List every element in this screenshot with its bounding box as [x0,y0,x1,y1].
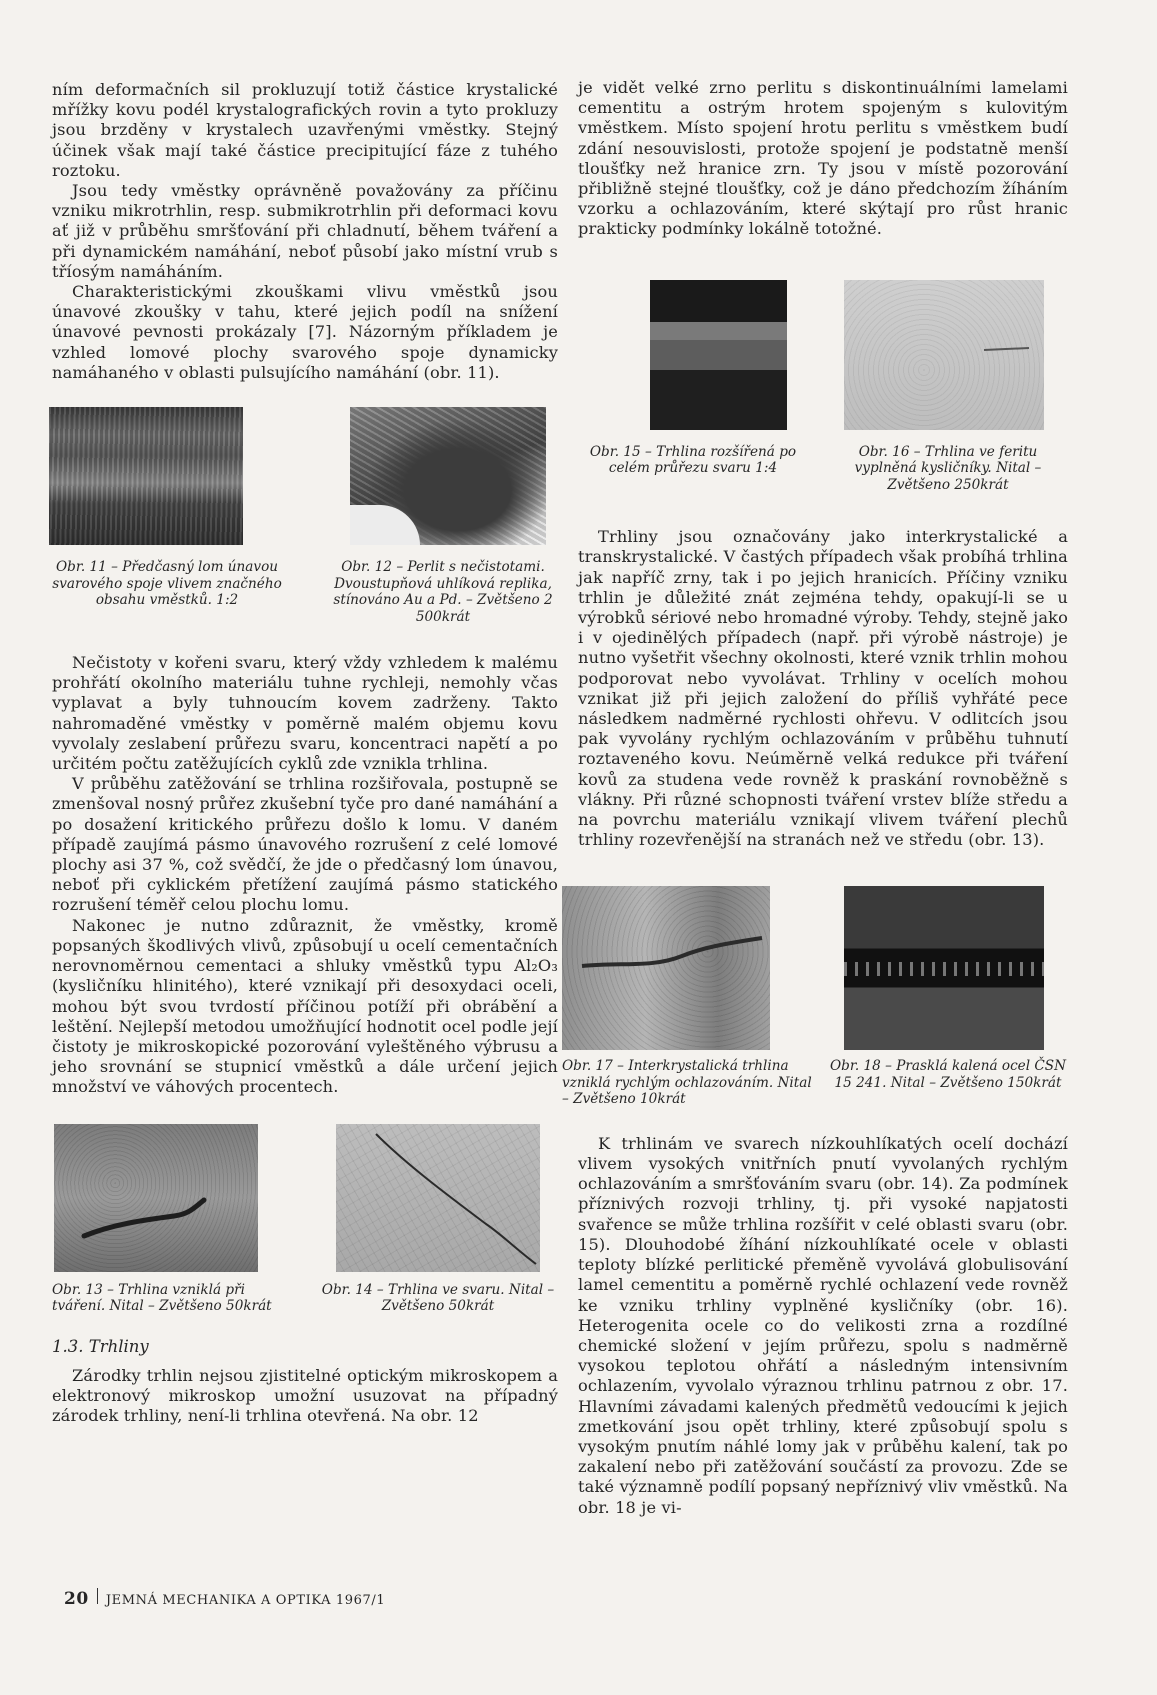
left-paragraph-3: Charakteristickými zkouškami vlivu vměstků jsou únavové zkoušky v tahu, které jejich podíl na snížení únavové pevnosti prokázaly [7]. Názorným příkladem je vzhled lomové plochy svarového spoje dynamicky namáhaného v oblasti pulsujícího namáhání (obr. 11). [52,282,558,382]
figure-17 [562,886,818,1108]
footer-divider [97,1588,98,1604]
figure-13 [52,1124,292,1315]
right-paragraph-3: K trhlinám ve svarech nízkouhlíkatých ocelí dochází vlivem vysokých vnitřních pnutí vyvolaných rychlým ochlazováním a smršťováním svaru (obr. 14). Za podmínek příznivých rozvoji trhliny, tj. při vysoké napjatosti svařence se může trhlina rozšířit v celé oblasti svaru (obr. 15). Dlouhodobé žíhání nízkouhlíkaté ocele v oblasti teploty blízké perlitické přeměně vyvolává globulisování lamel cementitu a poměrně rychlé ochlazení vede rovněž ke vzniku trhliny vyplněné kysličníky (obr. 16). Heterogenita ocele co do velikosti zrna a rozdílné chemické složení v jejím průřezu, spolu s nadměrně vysokou teplotou ohřátí a následným intensivním ochlazením, vyvolalo výraznou trhlinu patrnou z obr. 17. Hlavními závadami kalených předmětů vedoucími k jejich zmetkování jsou opět trhliny, které způsobují spolu s vysokým pnutím náhlé lomy jak v průběhu kalení, tak po zakalení nebo při zatěžování součástí za provozu. Zde se také významně podílí popsaný nepříznivý vliv vměstků. Na obr. 18 je vi- [578,1133,1068,1517]
figure-18 [828,886,1068,1108]
right-column [562,78,1068,1518]
figure-14-caption: Obr. 14 – Trhlina ve svaru. Nital – Zvětšeno 50krát [321,1281,555,1315]
figure-16 [828,280,1068,494]
journal-name: JEMNÁ MECHANIKA A OPTIKA 1967/1 [105,1593,386,1608]
figure-row-17-18 [562,886,1068,1108]
figure-15-caption: Obr. 15 – Trhlina rozšířená po celém průřezu svaru 1:4 [589,443,797,477]
figure-11 [52,407,297,625]
left-column [52,80,558,1426]
crack-14-icon [336,1124,540,1272]
left-paragraph-1: ním deformačních sil prokluzují totiž částice krystalické mřížky kovu podél krystalografických rovin a tyto prokluzy jsou brzděny v krystalech uzavřenými vměstky. Stejný účinek však mají také částice precipitující fáze z tuhého roztoku. [52,80,558,180]
section-heading: 1.3. Trhliny [52,1336,149,1356]
figure-15-photo [650,280,787,430]
figure-row-13-14 [52,1124,558,1315]
figure-15 [578,280,808,494]
figure-13-caption: Obr. 13 – Trhlina vzniklá při tváření. Nital – Zvětšeno 50krát [52,1281,272,1315]
figure-12-caption: Obr. 12 – Perlit s nečistotami. Dvoustupňová uhlíková replika, stínováno Au a Pd. – Zvětšeno 2 500krát [333,559,553,625]
figure-18-caption: Obr. 18 – Prasklá kalená ocel ČSN 15 241. Nital – Zvětšeno 150krát [830,1058,1066,1091]
crack-17-icon [562,886,770,1050]
figure-14-photo [336,1124,540,1272]
figure-11-photo [49,407,243,545]
figure-row-15-16 [578,280,1068,494]
figure-17-photo [562,886,770,1050]
page-footer [64,1588,385,1609]
left-paragraph-4: Nečistoty v kořeni svaru, který vždy vzhledem k malému prohřátí okolního materiálu tuhne rychleji, nemohly včas vyplavat a byly tuhnoucím kovem zadrženy. Takto nahromaděné vměstky v poměrně malém objemu kovu vyvolaly zeslabení průřezu svaru, koncentraci napětí a po určitém počtu zatěžujících cyklů zde vznikla trhlina. [52,653,558,774]
crack-13-icon [54,1124,258,1272]
left-paragraph-2: Jsou tedy vměstky oprávněně považovány za příčinu vzniku mikrotrhlin, resp. submikrotrhlin při deformaci kovu ať již v průběhu smršťování při chladnutí, během tváření a při dynamickém namáhání, neboť působí jako místní vrub s tříosým namáháním. [52,181,558,281]
figure-14 [318,1124,558,1315]
figure-row-11-12 [52,407,558,625]
figure-18-photo [844,886,1044,1050]
figure-17-caption: Obr. 17 – Interkrystalická trhlina vzniklá rychlým ochlazováním. Nital – Zvětšeno 10krát [562,1058,812,1108]
left-paragraph-5: V průběhu zatěžování se trhlina rozšiřovala, postupně se zmenšoval nosný průřez zkušební tyče pro dané namáhání a po dosažení kritického průřezu došlo k lomu. V daném případě zaujímá pásmo únavového rozrušení z celé lomové plochy asi 37 %, což svědčí, že jde o předčasný lom únavou, neboť při cyklickém přetížení zaujímá pásmo statického rozrušení téměř celou plochu lomu. [52,774,558,915]
right-paragraph-1: je vidět velké zrno perlitu s diskontinuálními lamelami cementitu a ostrým hrotem spojeným s kulovitým vměstkem. Místo spojení hrotu perlitu s vměstkem budí zdání nesouvislosti, protože spojení je podstatně menší tloušťky než hranice zrn. Ty jsou v místě pozorování přibližně stejné tloušťky, což je dáno předchozím žíháním vzorku a ochlazováním, které skýtají pro růst hranic prakticky podmínky lokálně totožné. [578,78,1068,239]
figure-16-photo [844,280,1044,430]
figure-16-caption: Obr. 16 – Trhlina ve feritu vyplněná kysličníky. Nital – Zvětšeno 250krát [854,443,1042,493]
figure-11-caption: Obr. 11 – Předčasný lom únavou svarového spoje vlivem značného obsahu vměstků. 1:2 [52,559,282,609]
right-paragraph-2: Trhliny jsou označovány jako interkrystalické a transkrystalické. V častých případech však probíhá trhlina jak napříč zrny, tak i po jejich hranicích. Příčiny vzniku trhlin je důležité znát zejména tehdy, opakují-li se u výrobků sériové nebo hromadné výroby. Tehdy, stejně jako i v ojedinělých případech (např. při výrobě nástroje) je nutno vyšetřit všechny okolnosti, které vznik trhlin mohou podporovat nebo vyvolávat. Trhliny v ocelích mohou vznikat již při jejich založení do příliš vyhřáté pece následkem nadměrné rychlosti ohřevu. V odlitcích jsou pak vyvolány rychlým ochlazováním v průběhu tuhnutí roztaveného kovu. Neúměrně velká redukce při tváření kovů za studena vede rovněž k praskání rovnoběžně s vlákny. Při různé schopnosti tváření vrstev blíže středu a na povrchu materiálu vznikají vlivem tváření plechů trhliny rozevřenější na stranách než ve středu (obr. 13). [578,527,1068,850]
left-paragraph-6: Nakonec je nutno zdůraznit, že vměstky, kromě popsaných škodlivých vlivů, způsobují u ocelí cementačních nerovnoměrnou cementaci a shluky vměstků typu Al₂O₃ (kysličníku hlinitého), které vznikají při desoxydaci oceli, mohou být svou tvrdostí příčinou potíží při obrábění a leštění. Nejlepší metodou umožňující hodnotit ocel podle její čistoty je mikroskopické pozorování vyleštěného výbrusu a jeho srovnání se stupnicí vměstků a dále určení jejich množství ve váhových procentech. [52,915,558,1097]
figure-13-photo [54,1124,258,1272]
left-paragraph-7: Zárodky trhlin nejsou zjistitelné optickým mikroskopem a elektronový mikroskop umožní usuzovat na případný zárodek trhliny, není-li trhlina otevřená. Na obr. 12 [52,1365,558,1425]
figure-12 [328,407,558,625]
page-number: 20 [64,1589,89,1609]
figure-12-photo [350,407,546,545]
crack-16-icon [844,280,1044,430]
